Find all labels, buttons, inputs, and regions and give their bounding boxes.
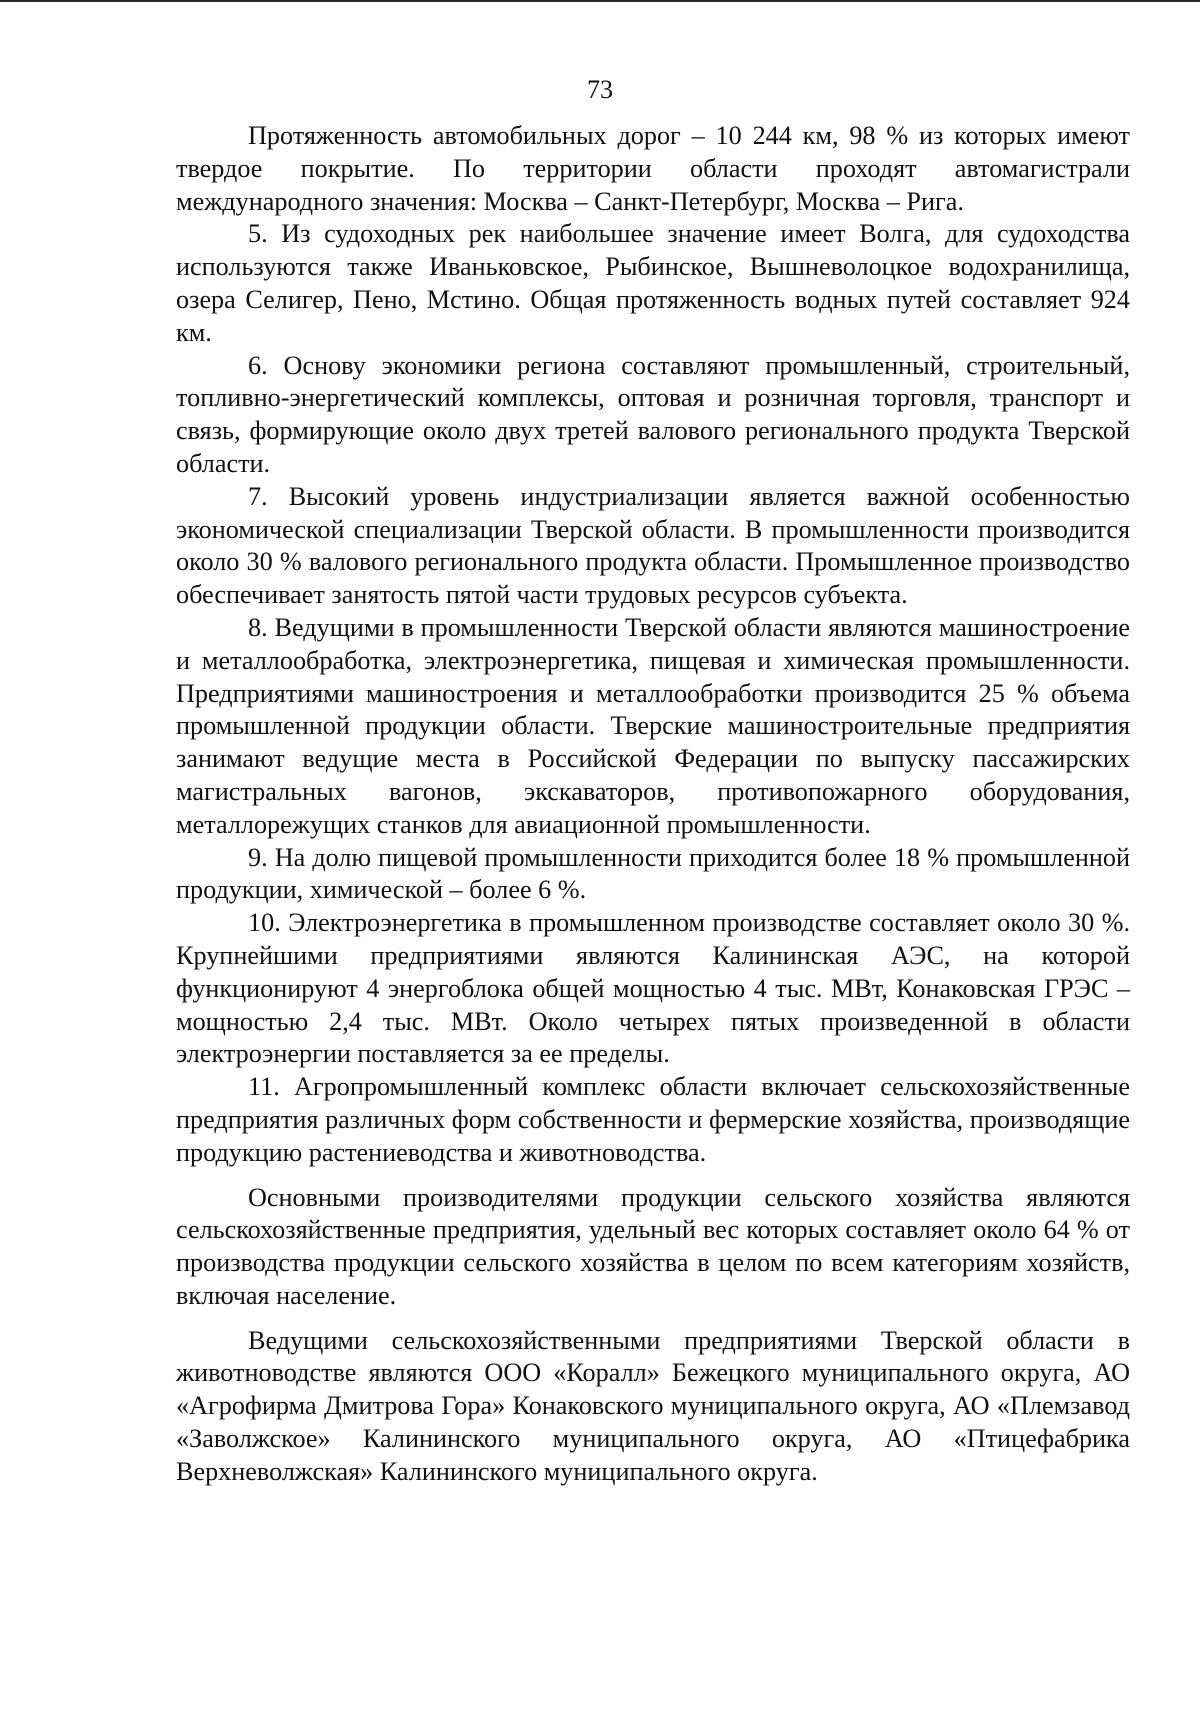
paragraph-11-agro: 11. Агропромышленный комплекс области включает сельскохозяйственные предприятия различных форм собственности и фермерские хозяйства, производящие продукцию растениеводства и животноводства. [176, 1072, 1130, 1167]
page-number: 73 [587, 75, 613, 104]
paragraph-9-food-industry: 9. На долю пищевой промышленности приходится более 18 % промышленной продукции, химической – более 6 %. [176, 842, 1130, 905]
paragraph-6-economy: 6. Основу экономики региона составляют промышленный, строительный, топливно-энергетический комплексы, оптовая и розничная торговля, транспорт и связь, формирующие около двух третей валового регионального продукта Тверской области. [176, 350, 1130, 478]
paragraph-10-power: 10. Электроэнергетика в промышленном производстве составляет около 30 %. Крупнейшими предприятиями являются Калининская АЭС, на которой функционируют 4 энергоблока общей мощностью 4 тыс. МВт, Конаковская ГРЭС – мощностью 2,4 тыс. МВт. Около четырех пятых произведенной в области электроэнергии поставляется за ее пределы. [176, 908, 1130, 1069]
paragraph-roads: Протяженность автомобильных дорог – 10 244 км, 98 % из которых имеют твердое покрытие. По территории области проходят автомагистрали международного значения: Москва – Санкт-Петербург, Москва – Рига. [176, 121, 1130, 216]
paragraph-8-leading-industries: 8. Ведущими в промышленности Тверской области являются машиностроение и металлообработка, электроэнергетика, пищевая и химическая промышленности. Предприятиями машиностроения и металлообработки производится 25 % объема промышленной продукции области. Тверские машиностроительные предприятия занимают ведущие места в Российской Федерации по выпуску пассажирских магистральных вагонов, экскаваторов, противопожарного оборудования, металлорежущих станков для авиационной промышленности. [176, 612, 1130, 839]
document-body [176, 120, 1130, 1489]
paragraph-agri-producers: Основными производителями продукции сельского хозяйства являются сельскохозяйственные предприятия, удельный вес которых составляет около 64 % от производства продукции сельского хозяйства в целом по всем категориям хозяйств, включая население. [176, 1182, 1130, 1310]
paragraph-7-industrialization: 7. Высокий уровень индустриализации является важной особенностью экономической специализации Тверской области. В промышленности производится около 30 % валового регионального продукта области. Промышленное производство обеспечивает занятость пятой части трудовых ресурсов субъекта. [176, 481, 1130, 610]
top-edge-rule [0, 0, 1200, 2]
paragraph-5-waterways: 5. Из судоходных рек наибольшее значение имеет Волга, для судоходства используются также Иваньковское, Рыбинское, Вышневолоцкое водохранилища, озера Селигер, Пено, Мстино. Общая протяженность водных путей составляет 924 км. [176, 219, 1130, 347]
paragraph-livestock-enterprises: Ведущими сельскохозяйственными предприятиями Тверской области в животноводстве являются ООО «Коралл» Бежецкого муниципального округа, АО «Агрофирма Дмитрова Гора» Конаковского муниципального округа, АО «Племзавод «Заволжское» Калининского муниципального округа, АО «Птицефабрика Верхневолжская» Калининского муниципального округа. [176, 1325, 1130, 1486]
